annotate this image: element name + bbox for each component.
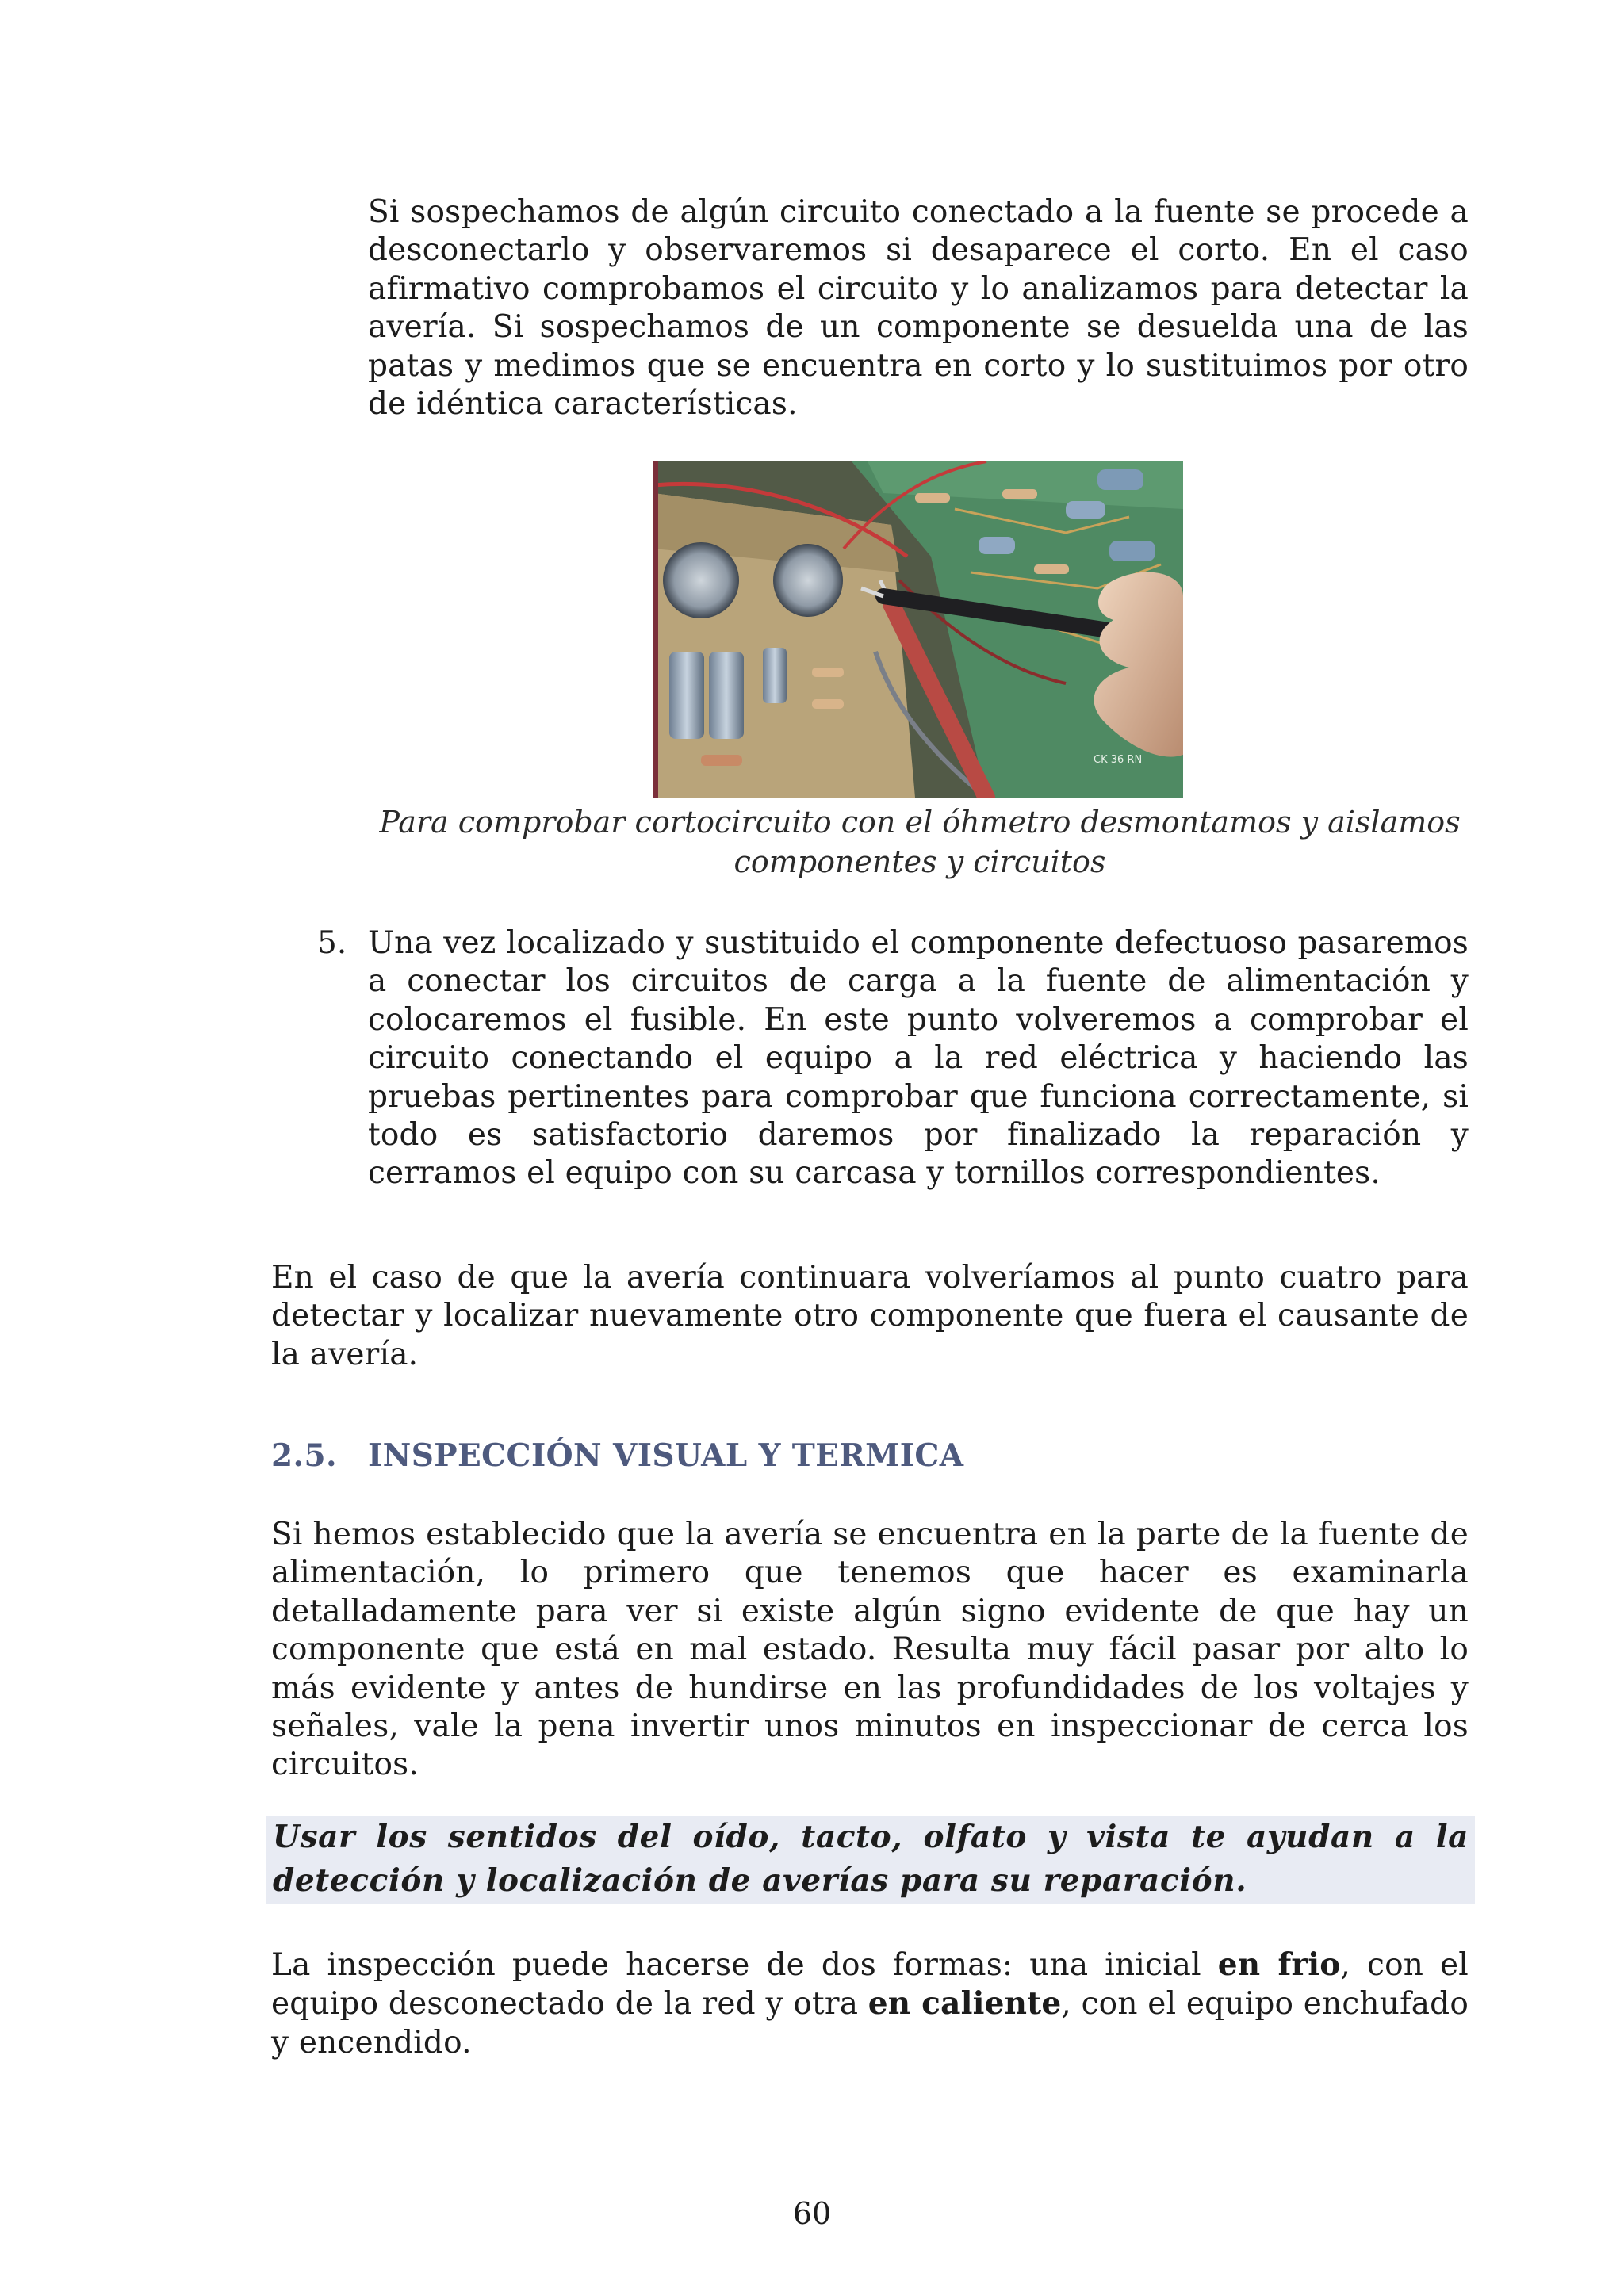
list-item-number: 5.: [317, 925, 347, 961]
paragraph-repeat-procedure: En el caso de que la avería continuara volveríamos al punto cuatro para detectar y localizar nuevamente otro componente que fuera el causante de la avería.: [271, 1260, 1469, 1372]
section-title: INSPECCIÓN VISUAL Y TERMICA: [368, 1437, 964, 1474]
section-heading: [271, 1437, 963, 1475]
figure-caption: [365, 802, 1475, 882]
highlight-text: Usar los sentidos del oído, tacto, olfato y vista te ayudan a la detección y localización de averías para su reparación.: [273, 1819, 1469, 1899]
paragraph-inspection-modes-part-1: La inspección puede hacerse de dos formas: una inicial: [271, 1947, 1218, 1983]
page-number: 60: [792, 2196, 832, 2231]
paragraph-inspection-modes-part-2: , con el equipo desconectado de la red y otra: [271, 1947, 1469, 2022]
board-marking-text: CK 36 RN: [1094, 754, 1143, 766]
list-item-text: Una vez localizado y sustituido el componente defectuoso pasaremos a conectar los circuitos de carga a la fuente de alimentación y colocaremos el fusible. En este punto volveremos a comprobar el circuito conectando el equipo a la red eléctrica y haciendo las pruebas pertinentes para comprobar que funciona correctamente, si todo es satisfactorio daremos por finalizado la reparación y cerramos el equipo con su carcasa y tornillos correspondientes.: [368, 925, 1469, 1192]
paragraph-inspection-modes-part-3: , con el equipo enchufado y encendido.: [271, 1986, 1469, 2061]
figure-caption-line-2: componentes y circuitos: [733, 844, 1106, 879]
circuit-board-photo-drawing: [653, 461, 1183, 798]
paragraph-short-circuit-check: Si sospechamos de algún circuito conectado a la fuente se procede a desconectarlo y observaremos si desaparece el corto. En el caso afirmativo comprobamos el circuito y lo analizamos para detectar la avería. Si sospechamos de un componente se desuelda una de las patas y medimos que se encuentra en corto y lo sustituimos por otro de idéntica características.: [368, 194, 1469, 423]
paragraph-inspection-modes: [271, 1946, 1469, 2062]
bold-term-hot: en caliente: [868, 1985, 1062, 2022]
circuit-board-photo: [653, 461, 1183, 798]
figure-caption-line-1: Para comprobar cortocircuito con el óhmetro desmontamos y aislamos: [379, 805, 1461, 840]
highlight-box: [266, 1816, 1475, 1904]
section-number: 2.5.: [271, 1437, 338, 1474]
bold-term-cold: en frio: [1217, 1946, 1341, 1983]
paragraph-visual-inspection: Si hemos establecido que la avería se encuentra en la parte de la fuente de alimentación, lo primero que tenemos que hacer es examinarla detalladamente para ver si existe algún signo evidente de que hay un componente que está en mal estado. Resulta muy fácil pasar por alto lo más evidente y antes de hundirse en las profundidades de los voltajes y señales, vale la pena invertir unos minutos en inspeccionar de cerca los circuitos.: [271, 1517, 1469, 1783]
